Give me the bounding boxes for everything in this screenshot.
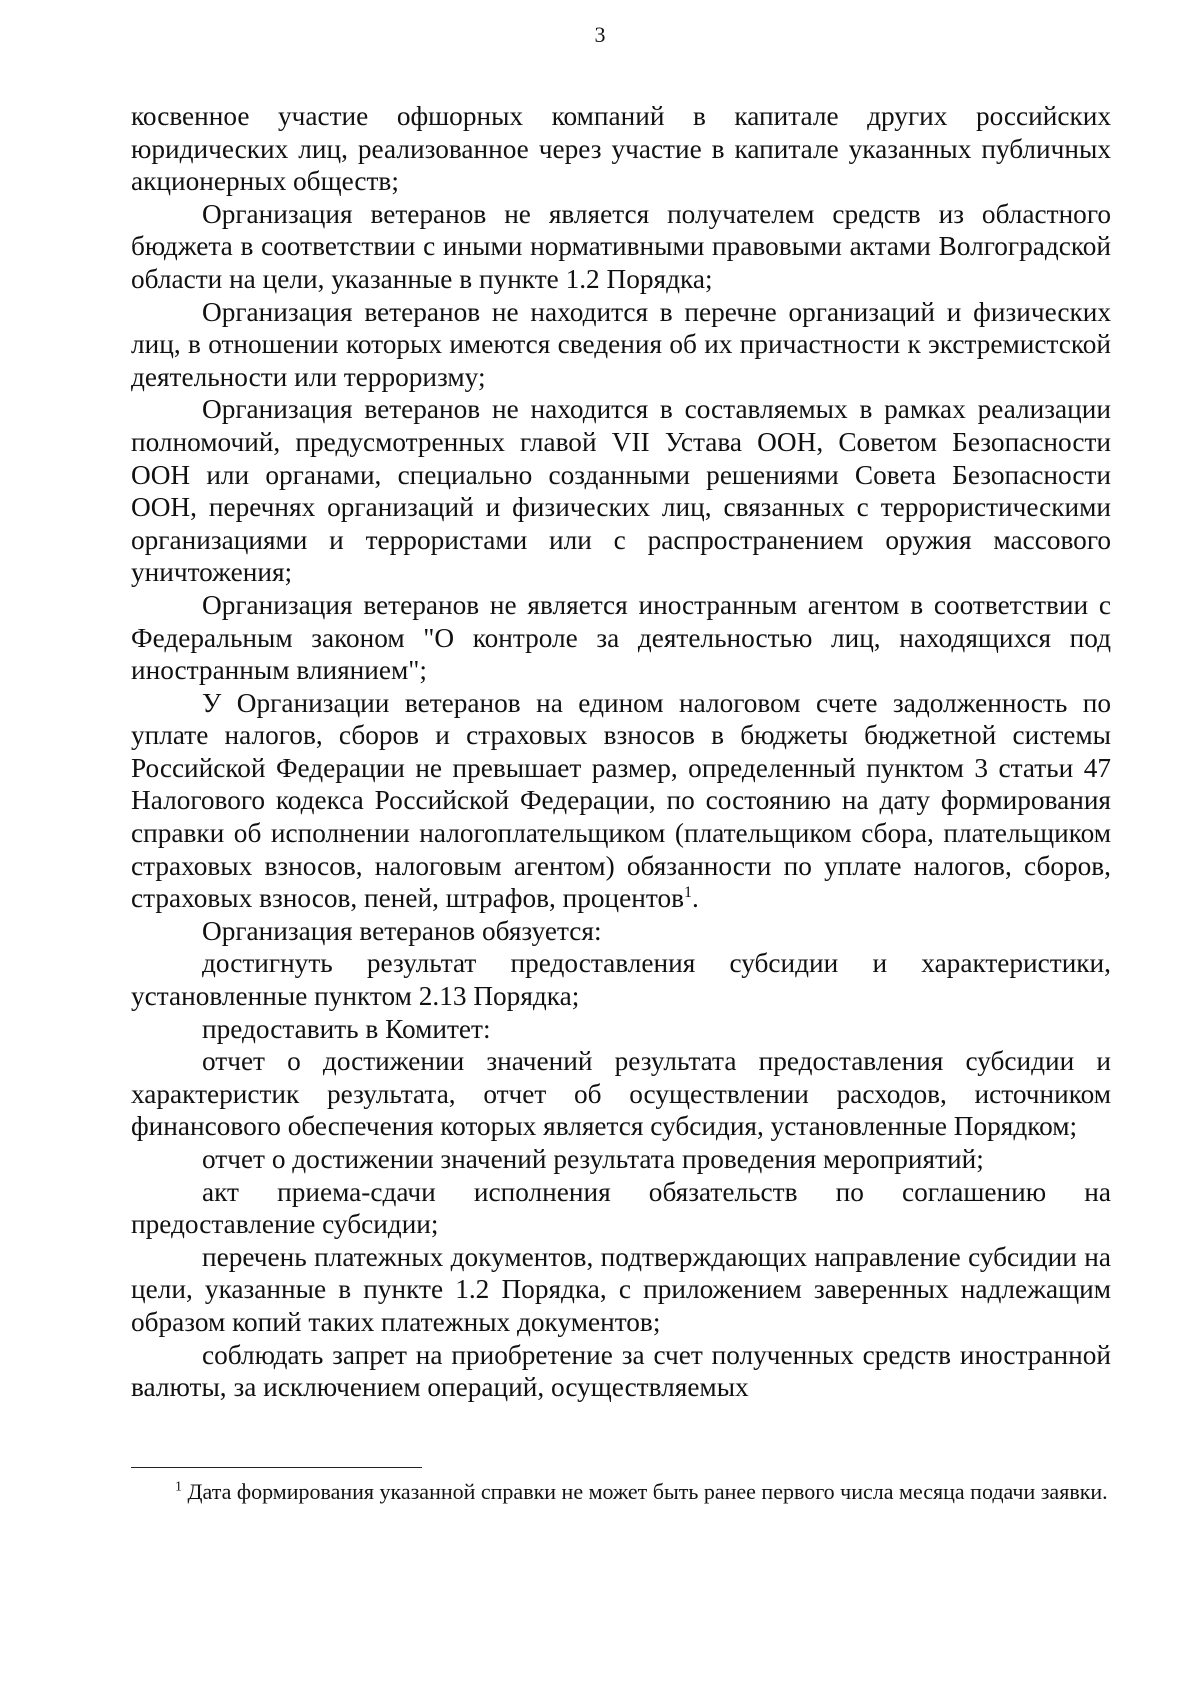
footnote <box>131 1478 1111 1506</box>
paragraph-13: перечень платежных документов, подтверждающих направление субсидии на цели, указанные в пункте 1.2 Порядка, с приложением заверенных надлежащим образом копий таких платежных документов; <box>131 1241 1111 1337</box>
footnote-reference: 1 <box>683 884 692 902</box>
footnote-divider <box>131 1467 422 1468</box>
paragraph-1: косвенное участие офшорных компаний в капитале других российских юридических лиц, реализованное через участие в капитале указанных публичных акционерных обществ; <box>131 101 1111 197</box>
footnote-marker: 1 <box>175 1479 182 1495</box>
paragraph-10: отчет о достижении значений результата предоставления субсидии и характеристик результата, отчет об осуществлении расходов, источником финансового обеспечения которых является субсидия, установленные Порядком; <box>131 1046 1111 1142</box>
paragraph-6 <box>131 687 1111 915</box>
paragraph-11: отчет о достижении значений результата проведения мероприятий; <box>202 1144 984 1174</box>
footnote-text: Дата формирования указанной справки не может быть ранее первого числа месяца подачи заявки. <box>187 1479 1108 1504</box>
paragraph-4: Организация ветеранов не находится в составляемых в рамках реализации полномочий, предусмотренных главой VII Устава ООН, Советом Безопасности ООН или органами, специально созданными решениями Совета Безопасности ООН, перечнях организаций и физических лиц, связанных с террористическими организациями и террористами или с распространением оружия массового уничтожения; <box>131 394 1111 588</box>
paragraph-5: Организация ветеранов не является иностранным агентом в соответствии с Федеральным законом "О контроле за деятельностью лиц, находящихся под иностранным влиянием"; <box>131 589 1111 686</box>
body-text <box>131 100 1111 1404</box>
paragraph-14: соблюдать запрет на приобретение за счет полученных средств иностранной валюты, за исключением операций, осуществляемых <box>131 1339 1111 1403</box>
paragraph-9: предоставить в Комитет: <box>202 1013 491 1044</box>
paragraph-8: достигнуть результат предоставления субсидии и характеристики, установленные пунктом 2.13 Порядка; <box>131 948 1111 1012</box>
paragraph-7: Организация ветеранов обязуется: <box>202 915 602 946</box>
paragraph-12: акт приема-сдачи исполнения обязательств по соглашению на предоставление субсидии; <box>131 1176 1111 1240</box>
paragraph-3: Организация ветеранов не находится в перечне организаций и физических лиц, в отношении которых имеются сведения об их причастности к экстремистской деятельности или терроризму; <box>131 296 1111 392</box>
paragraph-2: Организация ветеранов не является получателем средств из областного бюджета в соответствии с иными нормативными правовыми актами Волгоградской области на цели, указанные в пункте 1.2 Порядка; <box>131 198 1111 294</box>
page-number: 3 <box>594 22 606 47</box>
paragraph-6-text: У Организации ветеранов на едином налоговом счете задолженность по уплате налогов, сборов и страховых взносов в бюджеты бюджетной системы Российской Федерации не превышает размер, определенный пунктом 3 статьи 47 Налогового кодекса Российской Федерации, по состоянию на дату формирования справки об исполнении налогоплательщиком (плательщиком сбора, плательщиком страховых взносов, налоговым агентом) обязанности по уплате налогов, сборов, страховых взносов, пеней, штрафов, процентов <box>131 687 1111 914</box>
paragraph-6-end: . <box>691 883 699 914</box>
